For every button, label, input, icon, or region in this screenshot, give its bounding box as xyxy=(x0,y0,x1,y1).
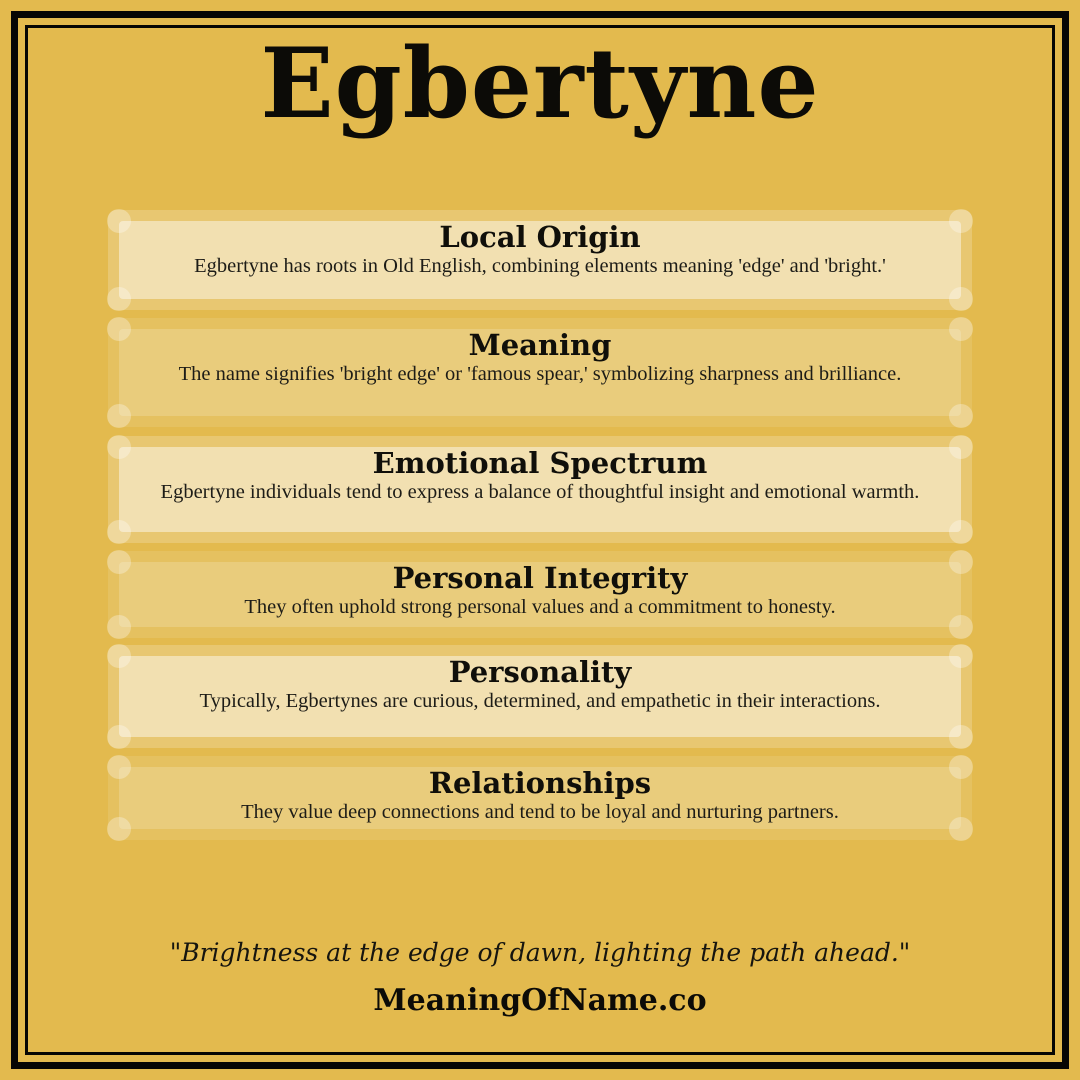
corner-dot-icon xyxy=(949,209,973,233)
page-title: Egbertyne xyxy=(260,27,820,140)
corner-dot-icon xyxy=(949,404,973,428)
section-heading: Relationships xyxy=(428,766,652,800)
section-card-personal-integrity xyxy=(108,551,972,638)
section-card-local-origin xyxy=(108,210,972,310)
section-card-panel xyxy=(119,767,961,829)
section-card-panel xyxy=(119,221,961,299)
corner-dot-icon xyxy=(949,615,973,639)
section-card-panel xyxy=(119,447,961,532)
corner-dot-icon xyxy=(949,435,973,459)
section-body: They value deep connections and tend to be loyal and nurturing partners. xyxy=(241,801,839,824)
corner-dot-icon xyxy=(107,435,131,459)
section-card-meaning xyxy=(108,318,972,427)
corner-dot-icon xyxy=(949,725,973,749)
section-body: Egbertyne individuals tend to express a balance of thoughtful insight and emotional warmth. xyxy=(160,481,920,504)
section-card-panel xyxy=(119,562,961,627)
corner-dot-icon xyxy=(949,550,973,574)
corner-dot-icon xyxy=(107,725,131,749)
corner-dot-icon xyxy=(949,755,973,779)
corner-dot-icon xyxy=(949,520,973,544)
brand-name: MeaningOfName.co xyxy=(373,983,707,1018)
section-card-panel xyxy=(119,656,961,737)
corner-dot-icon xyxy=(107,644,131,668)
section-card-panel xyxy=(119,329,961,416)
corner-dot-icon xyxy=(949,644,973,668)
section-body: Egbertyne has roots in Old English, combining elements meaning 'edge' and 'bright.' xyxy=(194,255,886,278)
corner-dot-icon xyxy=(107,615,131,639)
corner-dot-icon xyxy=(107,287,131,311)
section-heading: Personality xyxy=(448,655,632,689)
section-card-emotional-spectrum xyxy=(108,436,972,543)
section-body: They often uphold strong personal values and a commitment to honesty. xyxy=(244,596,836,619)
corner-dot-icon xyxy=(107,817,131,841)
corner-dot-icon xyxy=(949,817,973,841)
section-card-relationships xyxy=(108,756,972,840)
corner-dot-icon xyxy=(107,209,131,233)
section-card-personality xyxy=(108,645,972,748)
section-heading: Meaning xyxy=(468,328,612,362)
section-heading: Emotional Spectrum xyxy=(372,446,708,480)
corner-dot-icon xyxy=(107,550,131,574)
section-body: Typically, Egbertynes are curious, determined, and empathetic in their interactions. xyxy=(199,690,881,713)
corner-dot-icon xyxy=(107,404,131,428)
footer-quote: "Brightness at the edge of dawn, lighting the path ahead." xyxy=(169,938,911,967)
section-heading: Personal Integrity xyxy=(392,561,688,595)
section-heading: Local Origin xyxy=(439,220,641,254)
corner-dot-icon xyxy=(107,755,131,779)
corner-dot-icon xyxy=(949,317,973,341)
corner-dot-icon xyxy=(949,287,973,311)
section-body: The name signifies 'bright edge' or 'famous spear,' symbolizing sharpness and brilliance. xyxy=(178,363,902,386)
corner-dot-icon xyxy=(107,317,131,341)
corner-dot-icon xyxy=(107,520,131,544)
